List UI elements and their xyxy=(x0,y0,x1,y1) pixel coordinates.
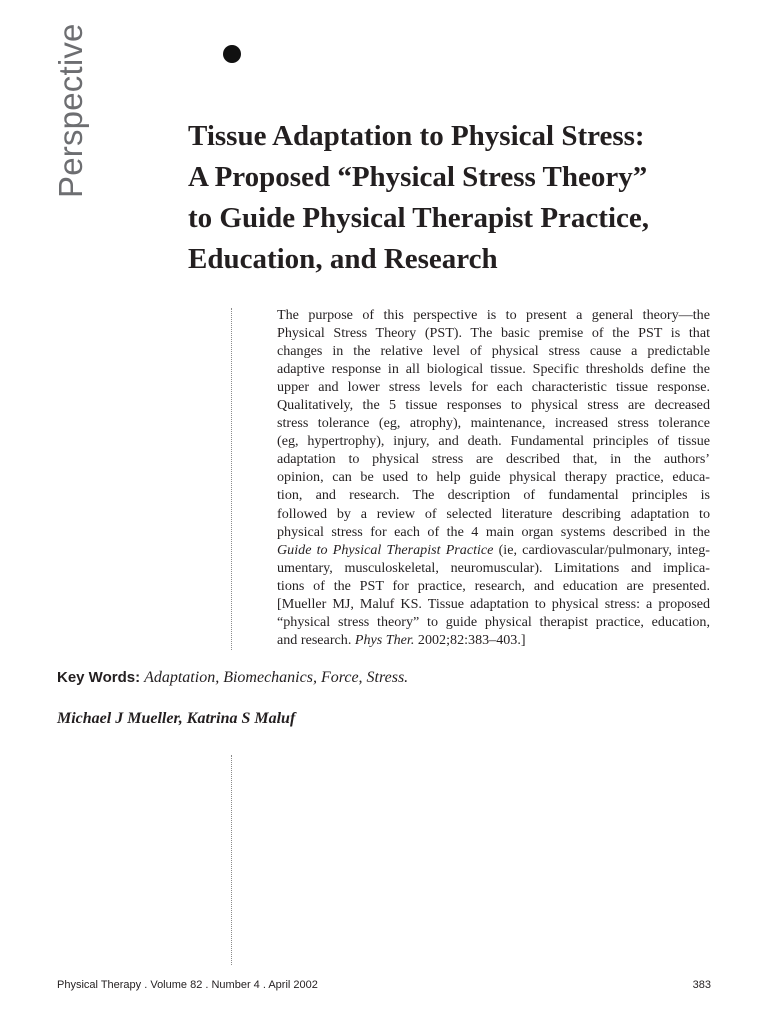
guide-line-rest: (ie, cardiovascular/pulmonary, integ- xyxy=(493,541,710,558)
page-number: 383 xyxy=(692,979,711,991)
abstract-line: opinion, can be used to help guide physical therapy practice, educa- xyxy=(277,469,710,486)
keywords-values: Adaptation, Biomechanics, Force, Stress. xyxy=(144,669,409,686)
guide-title: Guide to Physical Therapist Practice xyxy=(277,541,494,558)
abstract-line: stress tolerance (eg, atrophy), maintenance, increased stress tolerance xyxy=(277,415,710,432)
abstract-line: physical stress for each of the 4 main organ systems described in the xyxy=(277,523,710,540)
abstract-line: (eg, hypertrophy), injury, and death. Fundamental principles of tissue xyxy=(277,433,710,450)
abstract-line: upper and lower stress levels for each characteristic tissue response. xyxy=(277,379,710,396)
abstract-line: Qualitatively, the 5 tissue responses to physical stress are decreased xyxy=(277,397,710,414)
title-line: Tissue Adaptation to Physical Stress: xyxy=(188,120,645,152)
abstract-line: Physical Stress Theory (PST). The basic premise of the PST is that xyxy=(277,325,710,342)
vertical-rule-top xyxy=(231,308,232,650)
abstract-line xyxy=(277,541,710,559)
keywords xyxy=(57,669,408,687)
title-line: A Proposed “Physical Stress Theory” xyxy=(188,161,648,193)
footer-journal: Physical Therapy . Volume 82 . Number 4 . April 2002 xyxy=(57,979,318,991)
abstract-line: “physical stress theory” to guide physical therapist practice, education, xyxy=(277,613,710,630)
abstract-line: changes in the relative level of physical stress cause a predictable xyxy=(277,343,710,360)
abstract-line: followed by a review of selected literature describing adaptation to xyxy=(277,505,710,522)
abstract-line: umentary, musculoskeletal, neuromuscular). Limitations and implica- xyxy=(277,559,710,576)
vertical-rule-bottom xyxy=(231,755,232,965)
citation-prefix: and research. xyxy=(277,631,355,648)
title-line: to Guide Physical Therapist Practice, xyxy=(188,202,649,234)
abstract-line: tions of the PST for practice, research, and education are presented. xyxy=(277,577,710,594)
section-label-text: Perspective xyxy=(52,23,89,198)
section-label xyxy=(50,23,90,201)
abstract-citation-line xyxy=(277,631,710,649)
page-footer xyxy=(57,979,711,993)
authors: Michael J Mueller, Katrina S Maluf xyxy=(57,710,296,727)
citation-journal: Phys Ther. xyxy=(354,631,415,648)
keywords-label: Key Words: xyxy=(57,669,141,686)
abstract-line: The purpose of this perspective is to present a general theory—the xyxy=(277,307,710,323)
abstract-line: adaptation to physical stress are described that, in the authors’ xyxy=(277,451,710,468)
title-line: Education, and Research xyxy=(188,243,498,275)
bullet-dot xyxy=(223,45,241,63)
article-title xyxy=(188,116,748,280)
abstract-line: tion, and research. The description of fundamental principles is xyxy=(277,487,710,504)
citation-suffix: 2002;82:383–403.] xyxy=(414,631,526,648)
abstract xyxy=(277,306,710,649)
abstract-line: [Mueller MJ, Maluf KS. Tissue adaptation to physical stress: a proposed xyxy=(277,595,710,612)
abstract-line: adaptive response in all biological tissue. Specific thresholds define the xyxy=(277,361,710,378)
